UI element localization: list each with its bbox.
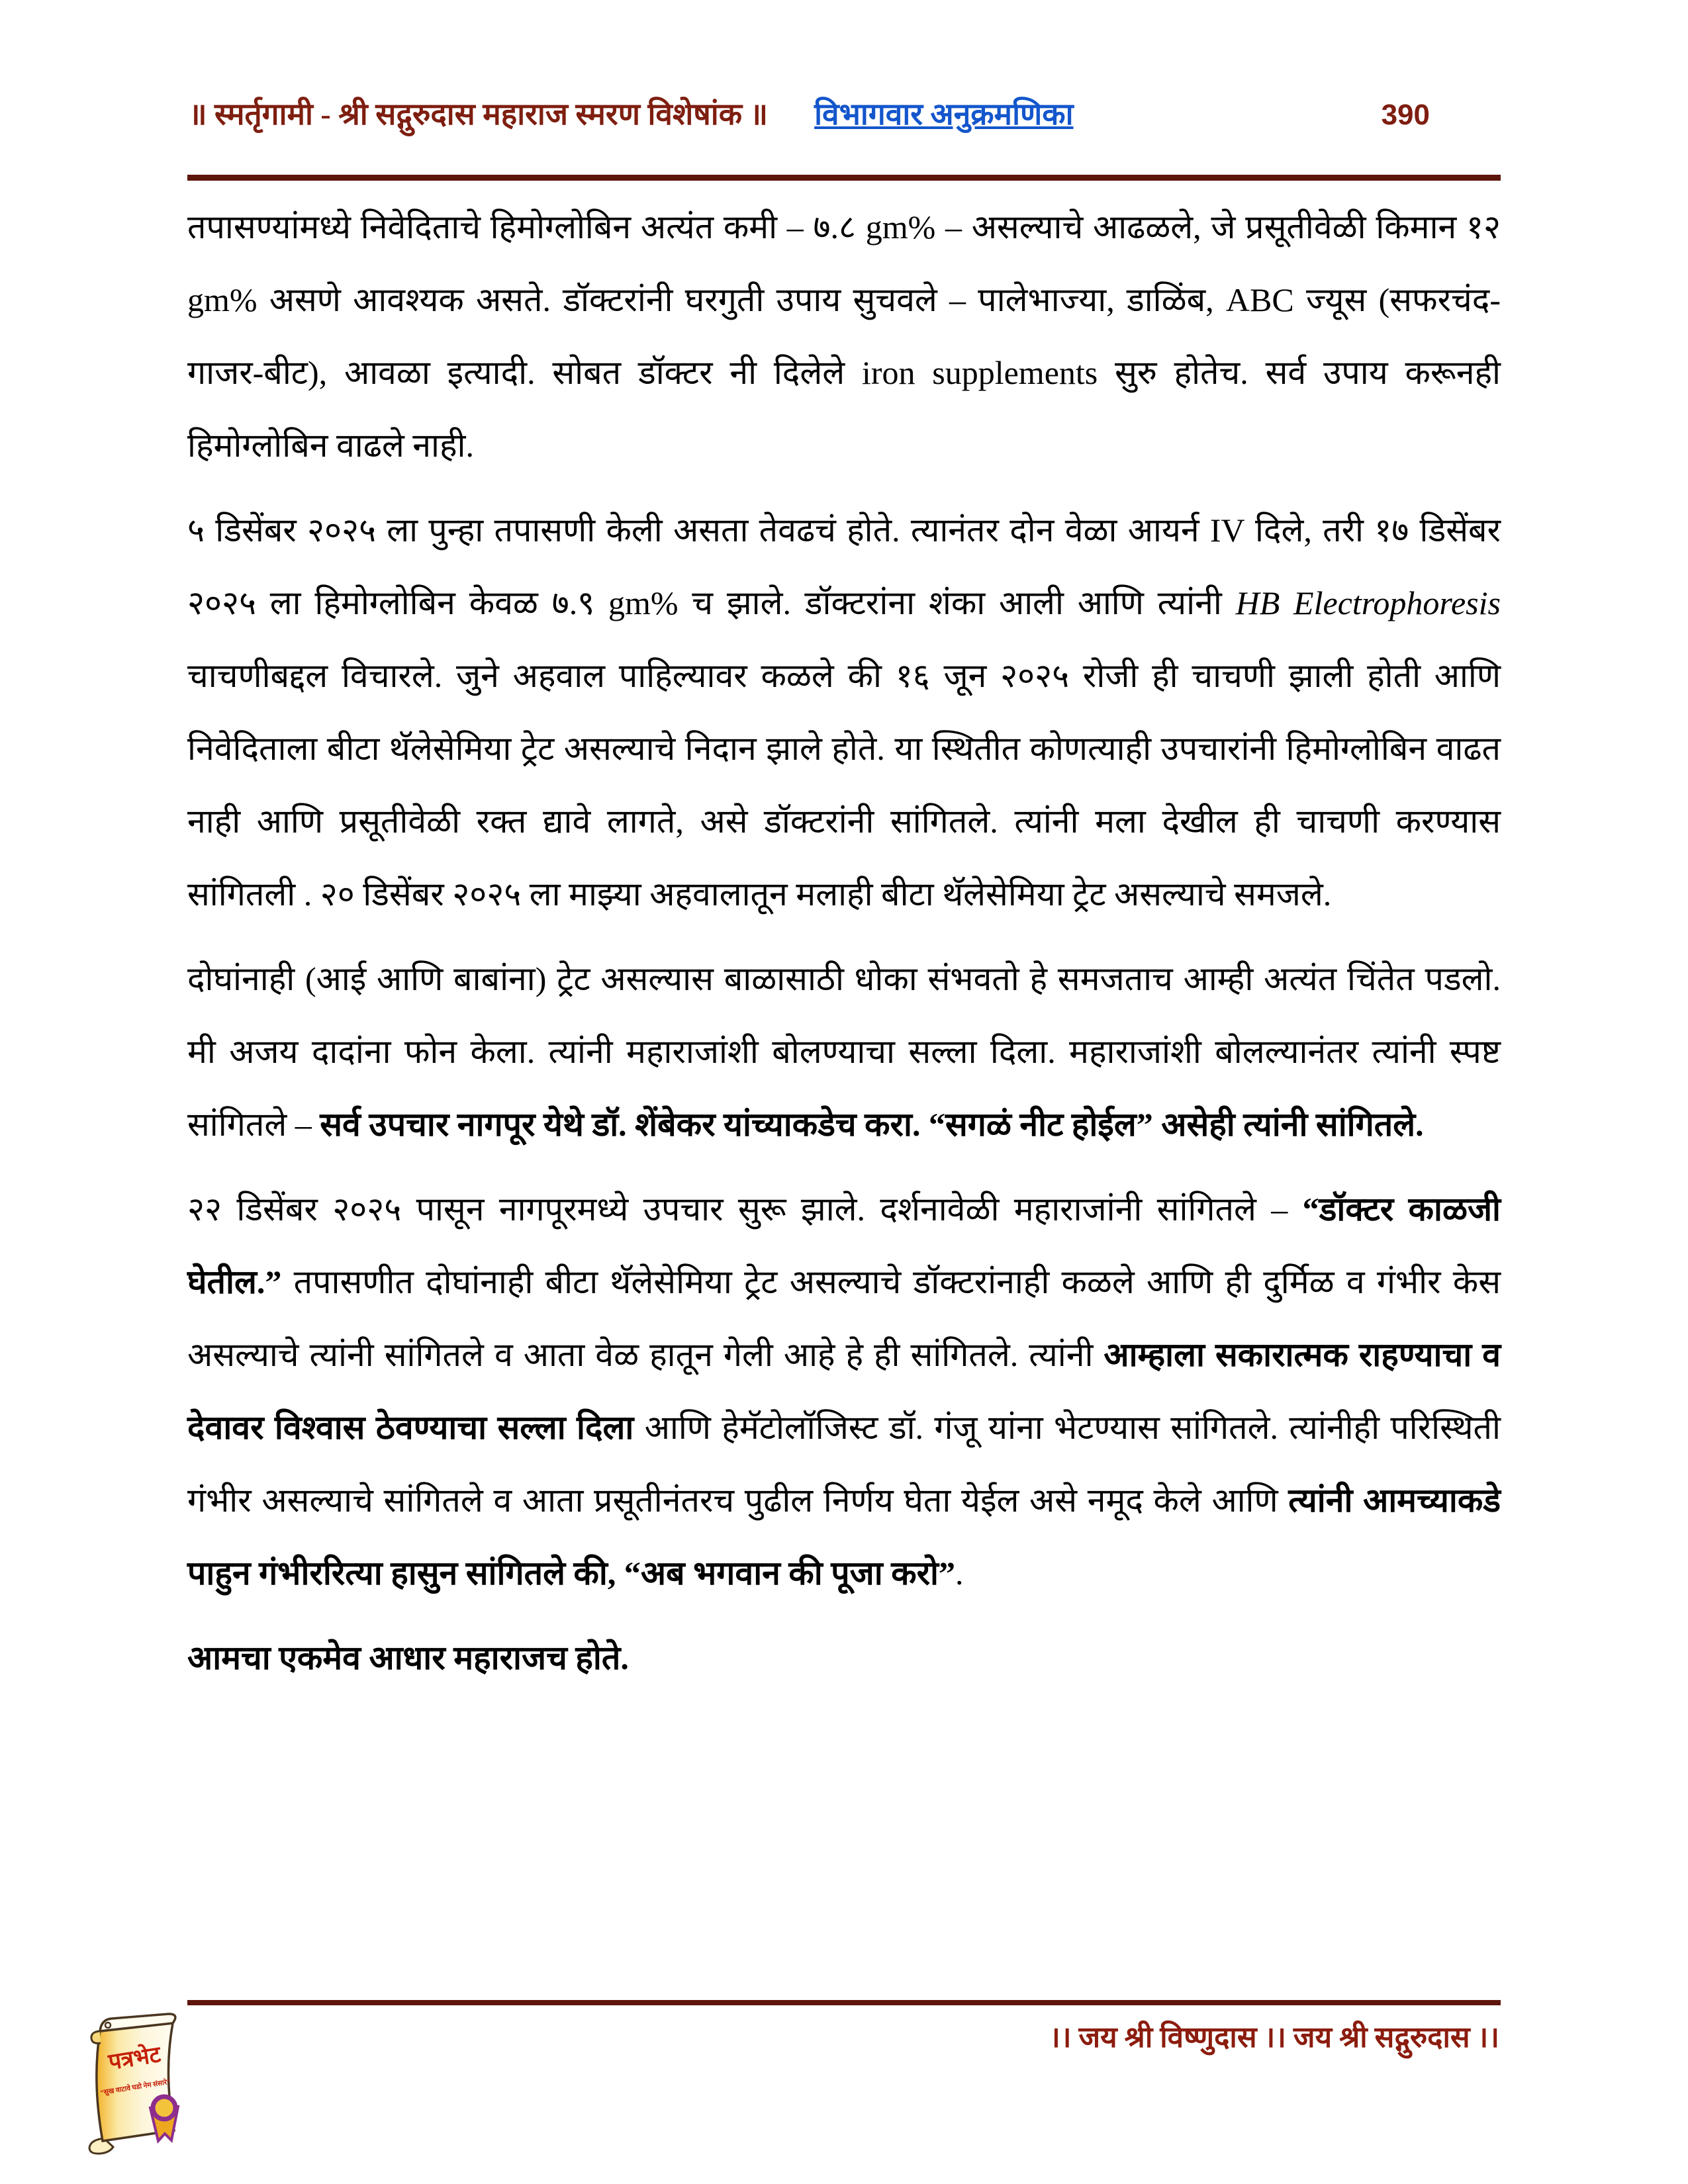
footer-blessing: ।। जय श्री विष्णुदास ।। जय श्री सद्गुरुदास ।। [1049,2021,1499,2054]
page-number: 390 [1381,99,1430,131]
text-run: २२ डिसेंबर २०२५ पासून नागपूरमध्ये उपचार सुरू झाले. दर्शनावेळी महाराजांनी सांगितले – [187,1191,1303,1228]
page-header [189,93,1499,134]
text-run: ५ डिसेंबर २०२५ ला पुन्हा तपासणी केली असता तेवढचं होते. त्यानंतर दोन वेळा आयर्न IV दिले, तरी १७ डिसेंबर २०२५ ला हिमोग्लोबिन केवळ ७.९ gm% च झाले. डॉक्टरांना शंका आली आणि त्यांनी [187,512,1501,621]
paragraph [187,942,1501,1161]
paragraph [187,191,1501,482]
text-run: तपासण्यांमध्ये निवेदिताचे हिमोग्लोबिन अत्यंत कमी – ७.८ gm% – असल्याचे आढळले, जे प्रसूतीवेळी किमान १२ gm% असणे आवश्यक असते. डॉक्टरांनी घरगुती उपाय सुचवले – पालेभाज्या, डाळिंब, ABC ज्यूस (सफरचंद-गाजर-बीट), आवळा इत्यादी. सोबत डॉक्टर नी दिलेले iron supplements सुरु होतेच. सर्व उपाय करूनही हिमोग्लोबिन वाढले नाही. [187,208,1501,464]
paragraph [187,1173,1501,1610]
toc-link[interactable]: विभागवार अनुक्रमणिका [814,97,1074,131]
paragraph [187,494,1501,931]
text-run: आणि हेमॅटोलॉजिस्ट डॉ. गंजू यांना भेटण्यास सांगितले. त्यांनीही परिस्थिती गंभीर असल्याचे सांगितले व आता प्रसूतीनंतरच पुढील निर्णय घेता येईल असे नमूद केले आणि [187,1409,1501,1519]
page-title: ॥ स्मर्तृगामी - श्री सद्गुरुदास महाराज स्मरण विशेषांक ॥ [189,97,769,131]
text-run: . [955,1555,964,1592]
text-run: आम्हाला सकारात्मक राहण्याचा व देवावर विश्वास ठेवण्याचा सल्ला दिला [187,1336,1501,1446]
text-run: दोघांनाही (आई आणि बाबांना) ट्रेट असल्यास बाळासाठी धोका संभवतो हे समजताच आम्ही अत्यंत चिंतेत पडलो. मी अजय दादांना फोन केला. त्यांनी महाराजांशी बोलण्याचा सल्ला दिला. महाराजांशी बोलल्यानंतर त्यांनी स्पष्ट सांगितले – [187,960,1501,1143]
text-run: सर्व उपचार नागपूर येथे डॉ. शेंबेकर यांच्याकडेच करा. “सगळं नीट होईल” असेही त्यांनी सांगितले. [320,1106,1424,1143]
body-text [187,191,1501,1706]
text-run: HB Electrophoresis [1235,584,1501,621]
header-rule [187,175,1501,181]
text-run: आमचा एकमेव आधार महाराजच होते. [187,1639,629,1676]
text-run: चाचणीबद्दल विचारले. जुने अहवाल पाहिल्यावर कळले की १६ जून २०२५ रोजी ही चाचणी झाली होती आणि निवेदिताला बीटा थॅलेसेमिया ट्रेट असल्याचे निदान झाले होते. या स्थितीत कोणत्याही उपचारांनी हिमोग्लोबिन वाढत नाही आणि प्रसूतीवेळी रक्त द्यावे लागते, असे डॉक्टरांनी सांगितले. त्यांनी मला देखील ही चाचणी करण्यास सांगितली . २० डिसेंबर २०२५ ला माझ्या अहवालातून मलाही बीटा थॅलेसेमिया ट्रेट असल्याचे समजले. [187,657,1501,913]
text-run: तपासणीत दोघांनाही बीटा थॅलेसेमिया ट्रेट असल्याचे डॉक्टरांनाही कळले आणि ही दुर्मिळ व गंभीर केस असल्याचे त्यांनी सांगितले व आता वेळ हातून गेली आहे हे ही सांगितले. त्यांनी [187,1263,1501,1373]
logo-name: पत्रभेट [107,2042,163,2075]
footer-rule [187,2000,1501,2005]
text-run: “डॉक्टर काळजी घेतील.” [187,1191,1501,1300]
logo-tagline: “सुख वाटावे घडो नेम संसारे” [99,2078,171,2097]
paragraph [187,1621,1501,1694]
text-run: त्यांनी आमच्याकडे पाहुन गंभीररित्या हासुन सांगितले की, “अब भगवान की पूजा करो” [187,1482,1501,1592]
patrabhet-logo [70,2009,202,2174]
